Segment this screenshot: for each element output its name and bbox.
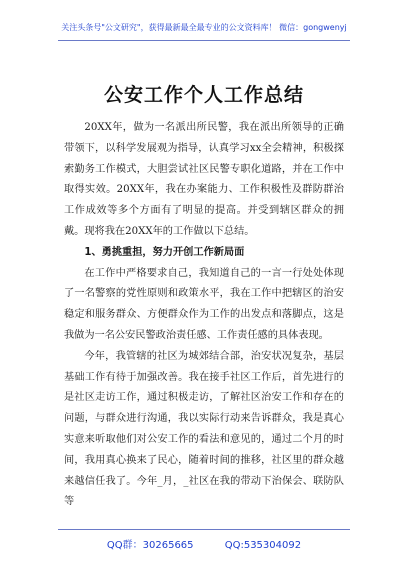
footer-qq-number: QQ:535304092 xyxy=(224,540,302,551)
document-title: 公安工作个人工作总结 xyxy=(103,84,304,106)
document-body xyxy=(64,118,344,513)
footer-qq-group: QQ群：30265665 xyxy=(106,540,194,551)
body-paragraph: 在工作中严格要求自己，我知道自己的一言一行处处体现了一名警察的党性原则和政策水平，我在工作中把辖区的治安稳定和服务群众、方便群众作为工作的出发点和落脚点，这是我做为一名公安民警政治责任感、工作责任感的具体表现。 xyxy=(64,267,344,341)
header-divider xyxy=(58,40,350,41)
intro-paragraph: 20XX年，做为一名派出所民警，我在派出所领导的正确带领下，以科学发展观为指导，认真学习xx全会精神，积极探索勤务工作模式，大胆尝试社区民警专职化道路，并在工作中取得实效。20XX年，我在办案能力、工作积极性及群防群治工作成效等多个方面有了明显的提高。并受到辖区群众的拥戴。现将我在20XX年的工作做以下总结。 xyxy=(64,122,344,237)
footer-contact xyxy=(0,536,408,551)
footer-divider xyxy=(58,529,350,530)
body-paragraph: 今年，我管辖的社区为城郊结合部，治安状况复杂，基层基础工作有待于加强改善。我在接手社区工作后，首先进行的是社区走访工作，通过积极走访，了解社区治安工作和存在的问题，与群众进行沟通，我以实际行动来告诉群众，我是真心实意来听取他们对公安工作的看法和意见的，通过二个月的时间，我用真心换来了民心，随着时间的推移，社区里的群众越来越信任我了。今年_月，_社区在我的带动下治保会、联防队等 xyxy=(64,350,344,508)
header-banner: 关注头条号"公文研究"，获得最新最全最专业的公文资料库！ 微信：gongwenyj xyxy=(61,23,347,32)
section-heading: 1、勇挑重担，努力开创工作新局面 xyxy=(84,246,245,258)
